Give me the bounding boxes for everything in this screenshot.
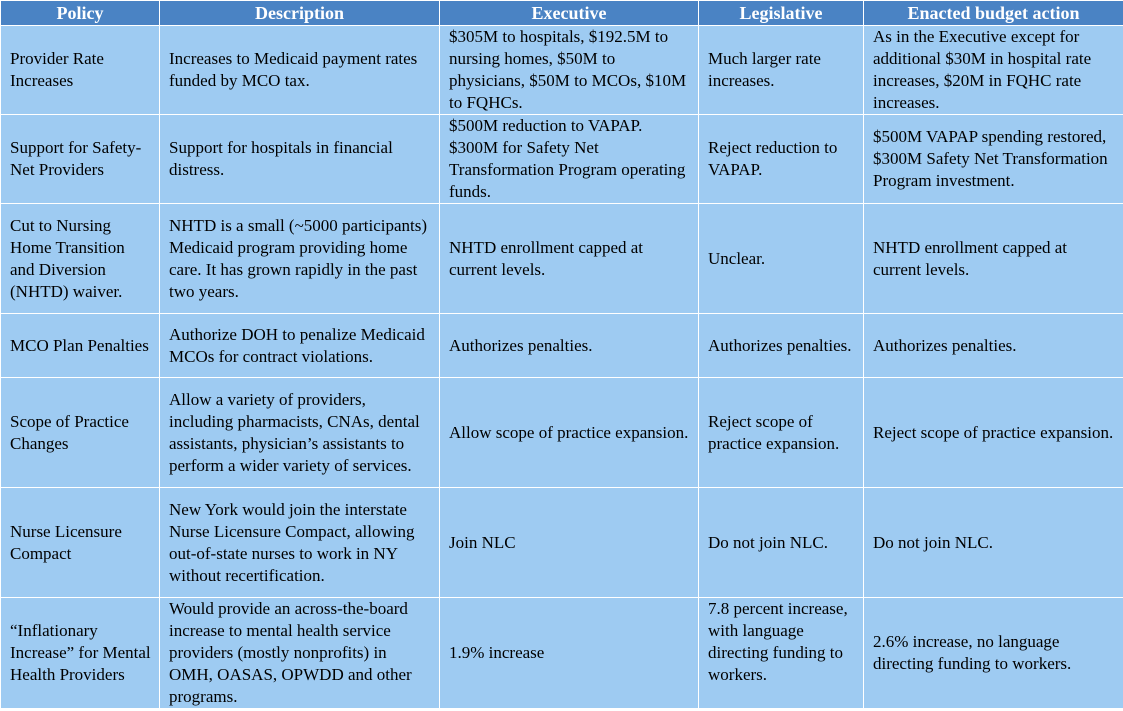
cell-enacted: Do not join NLC.	[864, 488, 1123, 598]
cell-enacted: 2.6% increase, no language directing funding to workers.	[864, 598, 1123, 709]
cell-executive: $500M reduction to VAPAP. $300M for Safety Net Transformation Program operating funds.	[440, 115, 699, 204]
cell-policy: Provider Rate Increases	[1, 26, 160, 115]
cell-enacted: Authorizes penalties.	[864, 314, 1123, 378]
cell-policy: Scope of Practice Changes	[1, 378, 160, 488]
table-row	[1, 204, 1123, 314]
cell-legislative: Do not join NLC.	[699, 488, 864, 598]
table-row	[1, 26, 1123, 115]
table-row	[1, 314, 1123, 378]
header-executive: Executive	[440, 1, 699, 26]
cell-executive: Allow scope of practice expansion.	[440, 378, 699, 488]
cell-description: Allow a variety of providers, including pharmacists, CNAs, dental assistants, physician’s assistants to perform a wider variety of services.	[160, 378, 440, 488]
cell-legislative: Reject reduction to VAPAP.	[699, 115, 864, 204]
cell-policy: “Inflationary Increase” for Mental Health Providers	[1, 598, 160, 709]
cell-legislative: Unclear.	[699, 204, 864, 314]
cell-policy: Cut to Nursing Home Transition and Diversion (NHTD) waiver.	[1, 204, 160, 314]
cell-description: Support for hospitals in financial distress.	[160, 115, 440, 204]
cell-enacted: As in the Executive except for additional $30M in hospital rate increases, $20M in FQHC rate increases.	[864, 26, 1123, 115]
header-description: Description	[160, 1, 440, 26]
header-row	[1, 1, 1123, 26]
table-row	[1, 115, 1123, 204]
header-legislative: Legislative	[699, 1, 864, 26]
cell-description: Authorize DOH to penalize Medicaid MCOs for contract violations.	[160, 314, 440, 378]
cell-legislative: Reject scope of practice expansion.	[699, 378, 864, 488]
cell-executive: Authorizes penalties.	[440, 314, 699, 378]
cell-legislative: 7.8 percent increase, with language directing funding to workers.	[699, 598, 864, 709]
header-policy: Policy	[1, 1, 160, 26]
table-row	[1, 488, 1123, 598]
cell-description: Would provide an across-the-board increase to mental health service providers (mostly nonprofits) in OMH, OASAS, OPWDD and other programs.	[160, 598, 440, 709]
cell-description: Increases to Medicaid payment rates funded by MCO tax.	[160, 26, 440, 115]
cell-policy: MCO Plan Penalties	[1, 314, 160, 378]
cell-policy: Nurse Licensure Compact	[1, 488, 160, 598]
cell-executive: $305M to hospitals, $192.5M to nursing homes, $50M to physicians, $50M to MCOs, $10M to FQHCs.	[440, 26, 699, 115]
cell-description: New York would join the interstate Nurse Licensure Compact, allowing out-of-state nurses to work in NY without recertification.	[160, 488, 440, 598]
table-row	[1, 378, 1123, 488]
cell-executive: 1.9% increase	[440, 598, 699, 709]
table-row	[1, 598, 1123, 709]
cell-legislative: Authorizes penalties.	[699, 314, 864, 378]
cell-executive: Join NLC	[440, 488, 699, 598]
header-enacted: Enacted budget action	[864, 1, 1123, 26]
cell-policy: Support for Safety-Net Providers	[1, 115, 160, 204]
cell-enacted: $500M VAPAP spending restored, $300M Safety Net Transformation Program investment.	[864, 115, 1123, 204]
cell-enacted: NHTD enrollment capped at current levels.	[864, 204, 1123, 314]
cell-legislative: Much larger rate increases.	[699, 26, 864, 115]
cell-executive: NHTD enrollment capped at current levels.	[440, 204, 699, 314]
cell-description: NHTD is a small (~5000 participants) Medicaid program providing home care. It has grown rapidly in the past two years.	[160, 204, 440, 314]
cell-enacted: Reject scope of practice expansion.	[864, 378, 1123, 488]
